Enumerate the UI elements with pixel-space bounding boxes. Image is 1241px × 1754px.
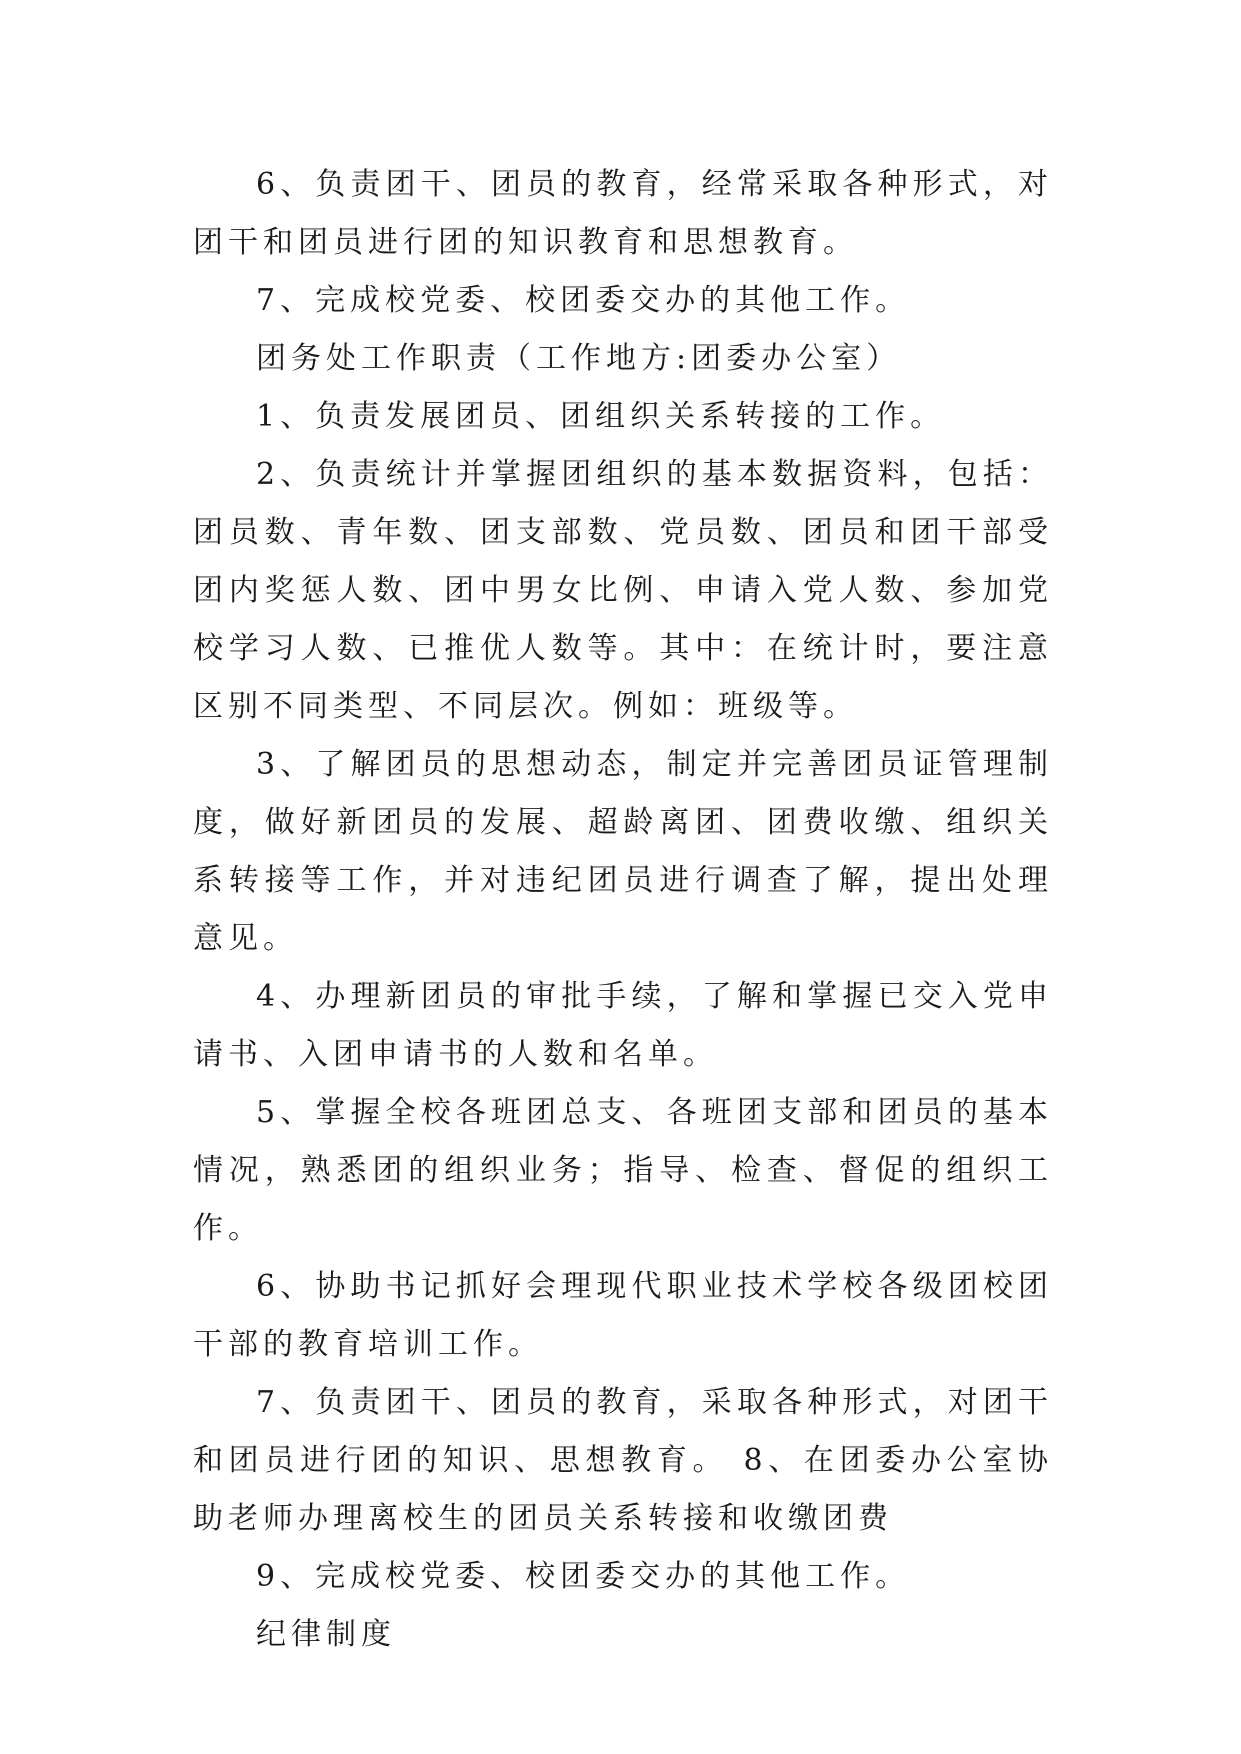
paragraph-education-and-transfer: 7、负责团干、团员的教育，采取各种形式，对团干和团员进行团的知识、思想教育。 8、在团委办公室协助老师办理离校生的团员关系转接和收缴团费 xyxy=(193,1385,1053,1536)
section-heading-league-affairs: 团务处工作职责（工作地方:团委办公室） xyxy=(256,341,902,376)
paragraph-team-education: 6、负责团干、团员的教育，经常采取各种形式，对团干和团员进行团的知识教育和思想教育。 xyxy=(193,167,1053,260)
paragraph-other-work: 7、完成校党委、校团委交办的其他工作。 xyxy=(256,283,911,318)
section-heading-discipline: 纪律制度 xyxy=(256,1617,396,1652)
paragraph-other-work-2: 9、完成校党委、校团委交办的其他工作。 xyxy=(256,1559,911,1594)
paragraph-training: 6、协助书记抓好会理现代职业技术学校各级团校团干部的教育培训工作。 xyxy=(193,1269,1053,1362)
paragraph-branch-situation: 5、掌握全校各班团总支、各班团支部和团员的基本情况，熟悉团的组织业务；指导、检查、督促的组织工作。 xyxy=(193,1095,1053,1246)
paragraph-approval-procedures: 4、办理新团员的审批手续，了解和掌握已交入党申请书、入团申请书的人数和名单。 xyxy=(193,979,1053,1072)
paragraph-statistics: 2、负责统计并掌握团组织的基本数据资料，包括：团员数、青年数、团支部数、党员数、团员和团干部受团内奖惩人数、团中男女比例、申请入党人数、参加党校学习人数、已推优人数等。其中：在统计时，要注意区别不同类型、不同层次。例如：班级等。 xyxy=(193,457,1053,724)
paragraph-member-development: 1、负责发展团员、团组织关系转接的工作。 xyxy=(256,399,946,434)
document-body xyxy=(193,156,1053,1664)
paragraph-member-management: 3、了解团员的思想动态，制定并完善团员证管理制度，做好新团员的发展、超龄离团、团费收缴、组织关系转接等工作，并对违纪团员进行调查了解，提出处理意见。 xyxy=(193,747,1053,956)
